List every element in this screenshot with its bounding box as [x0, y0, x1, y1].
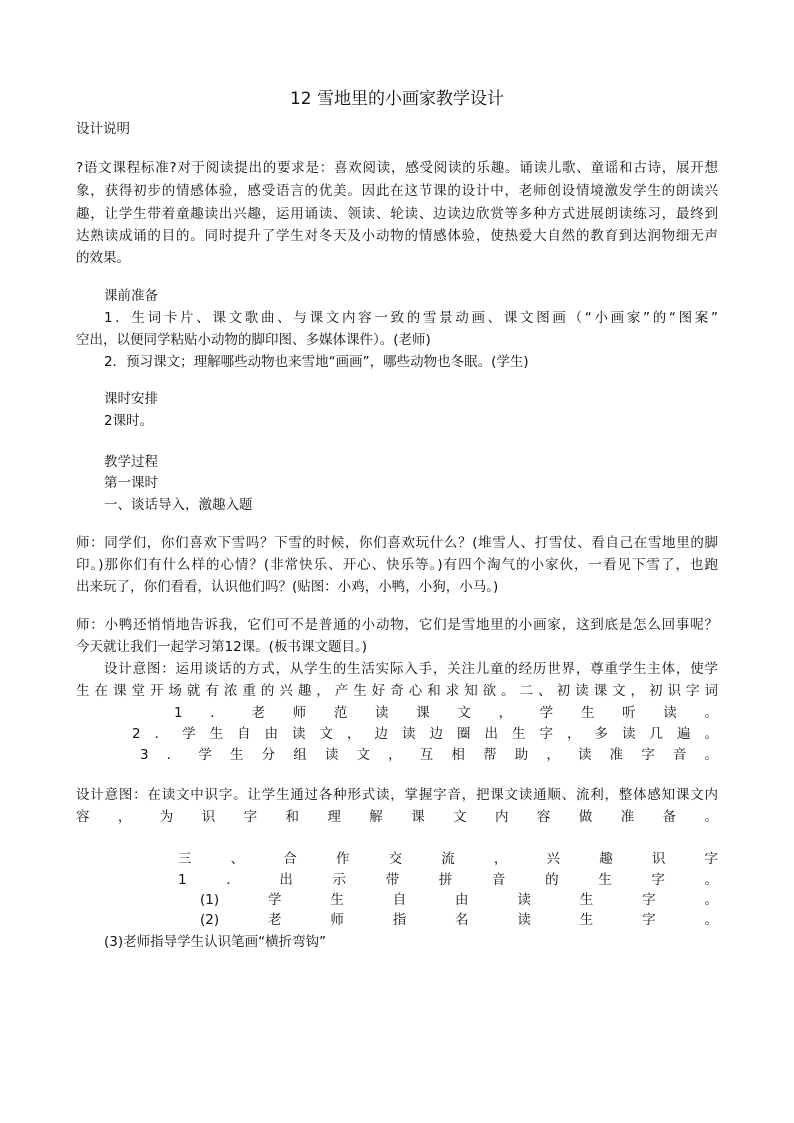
paragraph-line: 印。)那你们有什么样的心情？(非常快乐、开心、快乐等。)有四个淘气的小家伙，一看见下雪了，也跑: [76, 557, 718, 573]
step-line: 1．出示带拼音的生字。: [178, 872, 718, 888]
intro-line: ?语文课程标准?对于阅读提出的要求是：喜欢阅读，感受阅读的乐趣。诵读儿歌、童谣和古诗，展开想: [76, 160, 718, 176]
step-line: 1．老师范读课文，学生听读。: [174, 705, 718, 721]
prep-line: 空出，以便同学粘贴小动物的脚印图、多媒体课件）。(老师): [76, 332, 431, 348]
page-title: 12 雪地里的小画家教学设计: [289, 89, 505, 109]
paragraph-line: 今天就让我们一起学习第12课。(板书课文题目。): [76, 639, 367, 655]
intro-line: 达熟读成诵的目的。同时提升了学生对冬天及小动物的情感体验，使热爱大自然的教育到达润物细无声: [76, 228, 718, 244]
prep-line: 2．预习课文；理解哪些动物也来雪地“画画”，哪些动物也冬眠。(学生): [104, 354, 529, 370]
process-heading: 教学过程: [104, 454, 158, 470]
prep-heading: 课前准备: [104, 288, 158, 304]
design-intent-line: 设计意图：运用谈话的方式，从学生的生活实际入手，关注儿童的经历世界，尊重学生主体，使学: [104, 661, 718, 677]
section-heading: 一、谈话导入，激趣入题: [104, 497, 253, 513]
intro-line: 趣，让学生带着童趣读出兴趣，运用诵读、领读、轮读、边读边欣赏等多种方式进展朗读练习，最终到: [76, 206, 718, 222]
design-intent-line: 生在课堂开场就有浓重的兴趣，产生好奇心和求知欲。二、初读课文，初识字词: [76, 683, 718, 699]
design-note-heading: 设计说明: [76, 121, 130, 137]
paragraph-line: 师：同学们，你们喜欢下雪吗？下雪的时候，你们喜欢玩什么？(堆雪人、打雪仗、看自己在雪地里的脚: [76, 535, 718, 551]
step-line: (3)老师指导学生认识笔画“横折弯钩”: [104, 934, 327, 950]
schedule-value: 2课时。: [104, 413, 154, 429]
prep-line: 1．生词卡片、课文歌曲、与课文内容一致的雪景动画、课文图画（“小画家”的“图案”: [104, 310, 718, 326]
intro-line: 象，获得初步的情感体验，感受语言的优美。因此在这节课的设计中，老师创设情境激发学生的朗读兴: [76, 183, 718, 199]
design-intent-line: 容，为识字和理解课文内容做准备。: [76, 809, 718, 825]
step-line: 3．学生分组读文，互相帮助，读准字音。: [140, 747, 718, 763]
paragraph-line: 出来玩了，你们看看，认识他们吗？(贴图：小鸡，小鸭，小狗，小马。): [76, 579, 499, 595]
schedule-heading: 课时安排: [104, 391, 158, 407]
section-heading: 三、合作交流，兴趣识字: [178, 851, 718, 867]
lesson-one: 第一课时: [104, 475, 158, 491]
design-intent-line: 设计意图：在读文中识字。让学生通过各种形式读，掌握字音，把课文读通顺、流利，整体感知课文内: [76, 787, 718, 803]
intro-line: 的效果。: [76, 250, 130, 266]
step-line: (1)学生自由读生字。: [200, 892, 718, 908]
step-line: (2)老师指名读生字。: [200, 912, 718, 928]
step-line: 2．学生自由读文，边读边圈出生字，多读几遍。: [132, 726, 718, 742]
paragraph-line: 师：小鸭还悄悄地告诉我，它们可不是普通的小动物，它们是雪地里的小画家，这到底是怎么回事呢？: [76, 617, 718, 633]
